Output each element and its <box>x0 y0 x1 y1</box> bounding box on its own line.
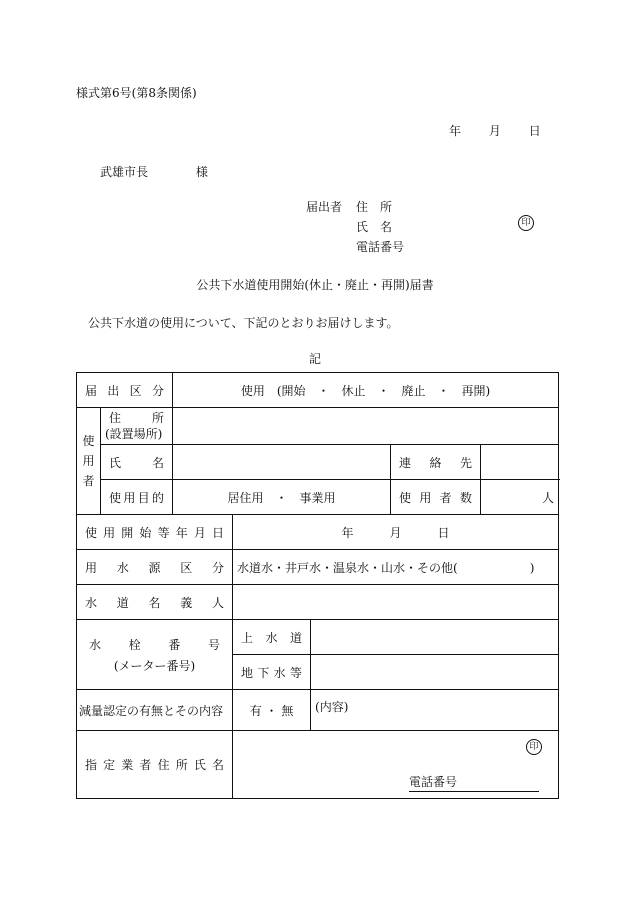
date-month: 月 <box>488 124 501 138</box>
applicant-phone-label: 電話番号 <box>356 240 405 254</box>
seal-icon: 印 <box>518 215 534 231</box>
meter-label: 水栓番号 (メーター番号) <box>77 620 233 690</box>
user-count-field[interactable] <box>481 480 559 515</box>
table-row <box>77 585 559 620</box>
reduction-content[interactable] <box>311 690 559 731</box>
document-title: 公共下水道使用開始(休止・廃止・再開)届書 <box>196 278 434 292</box>
reduction-choice[interactable]: 有 ・ 無 <box>233 690 311 731</box>
water-owner-field[interactable] <box>233 585 559 620</box>
water-source-value[interactable]: 水道水・井戸水・温泉水・山水・その他( ) <box>233 550 559 585</box>
user-count-unit: 人 <box>542 490 555 505</box>
name-field[interactable] <box>173 445 391 480</box>
groundwater-field[interactable] <box>311 655 559 690</box>
table-row <box>77 550 559 585</box>
date-day: 日 <box>528 124 541 138</box>
reduction-content-label: (内容) <box>315 700 349 714</box>
reduction-label: 減量認定の有無とその内容 <box>77 690 233 731</box>
address-field[interactable] <box>173 408 559 445</box>
date-year: 年 <box>449 124 462 138</box>
contact-field[interactable] <box>481 445 559 480</box>
applicant-name-label: 氏 名 <box>356 220 393 234</box>
addressee-name: 武雄市長 <box>100 165 149 179</box>
table-row <box>77 690 559 731</box>
purpose-value[interactable]: 居住用 ・ 事業用 <box>173 480 391 515</box>
ki-heading: 記 <box>308 352 321 366</box>
notification-type-label: 届出区分 <box>77 373 173 408</box>
water-owner-label: 水道名義人 <box>77 585 233 620</box>
addressee-suffix: 様 <box>195 165 208 179</box>
notification-type-value[interactable]: 使用 (開始 ・ 休止 ・ 廃止 ・ 再開) <box>173 373 559 408</box>
applicant-address-label: 住 所 <box>356 200 393 214</box>
contact-label: 連絡先 <box>391 445 481 480</box>
table-row <box>77 515 559 550</box>
date-line <box>449 122 541 139</box>
groundwater-label: 地下水等 <box>233 655 311 690</box>
application-table <box>76 372 559 799</box>
start-date-label: 使用開始等年月日 <box>77 515 233 550</box>
table-row <box>77 373 559 408</box>
applicant-label: 届出者 <box>306 200 343 214</box>
contractor-field[interactable] <box>233 731 559 799</box>
waterworks-label: 上水道 <box>233 620 311 655</box>
intro-text: 公共下水道の使用について、下記のとおりお届けします。 <box>88 316 399 330</box>
table-row <box>77 620 559 655</box>
user-count-label: 使用者数 <box>391 480 481 515</box>
user-group-label: 使 用 者 <box>77 408 101 515</box>
addressee <box>100 163 208 180</box>
waterworks-field[interactable] <box>311 620 559 655</box>
table-row <box>77 445 559 480</box>
water-source-label: 用水源区分 <box>77 550 233 585</box>
contractor-phone-label: 電話番号 <box>409 773 539 792</box>
contractor-label: 指定業者住所氏名 <box>77 731 233 799</box>
purpose-label: 使用目的 <box>101 480 173 515</box>
table-row <box>77 731 559 799</box>
address-label: 住 所 (設置場所) <box>101 408 173 445</box>
table-row <box>77 480 559 515</box>
name-label: 氏名 <box>101 445 173 480</box>
seal-icon: 印 <box>526 739 542 755</box>
form-number: 様式第6号(第8条関係) <box>76 86 197 100</box>
table-row <box>77 408 559 445</box>
start-date-value[interactable]: 年 月 日 <box>233 515 559 550</box>
